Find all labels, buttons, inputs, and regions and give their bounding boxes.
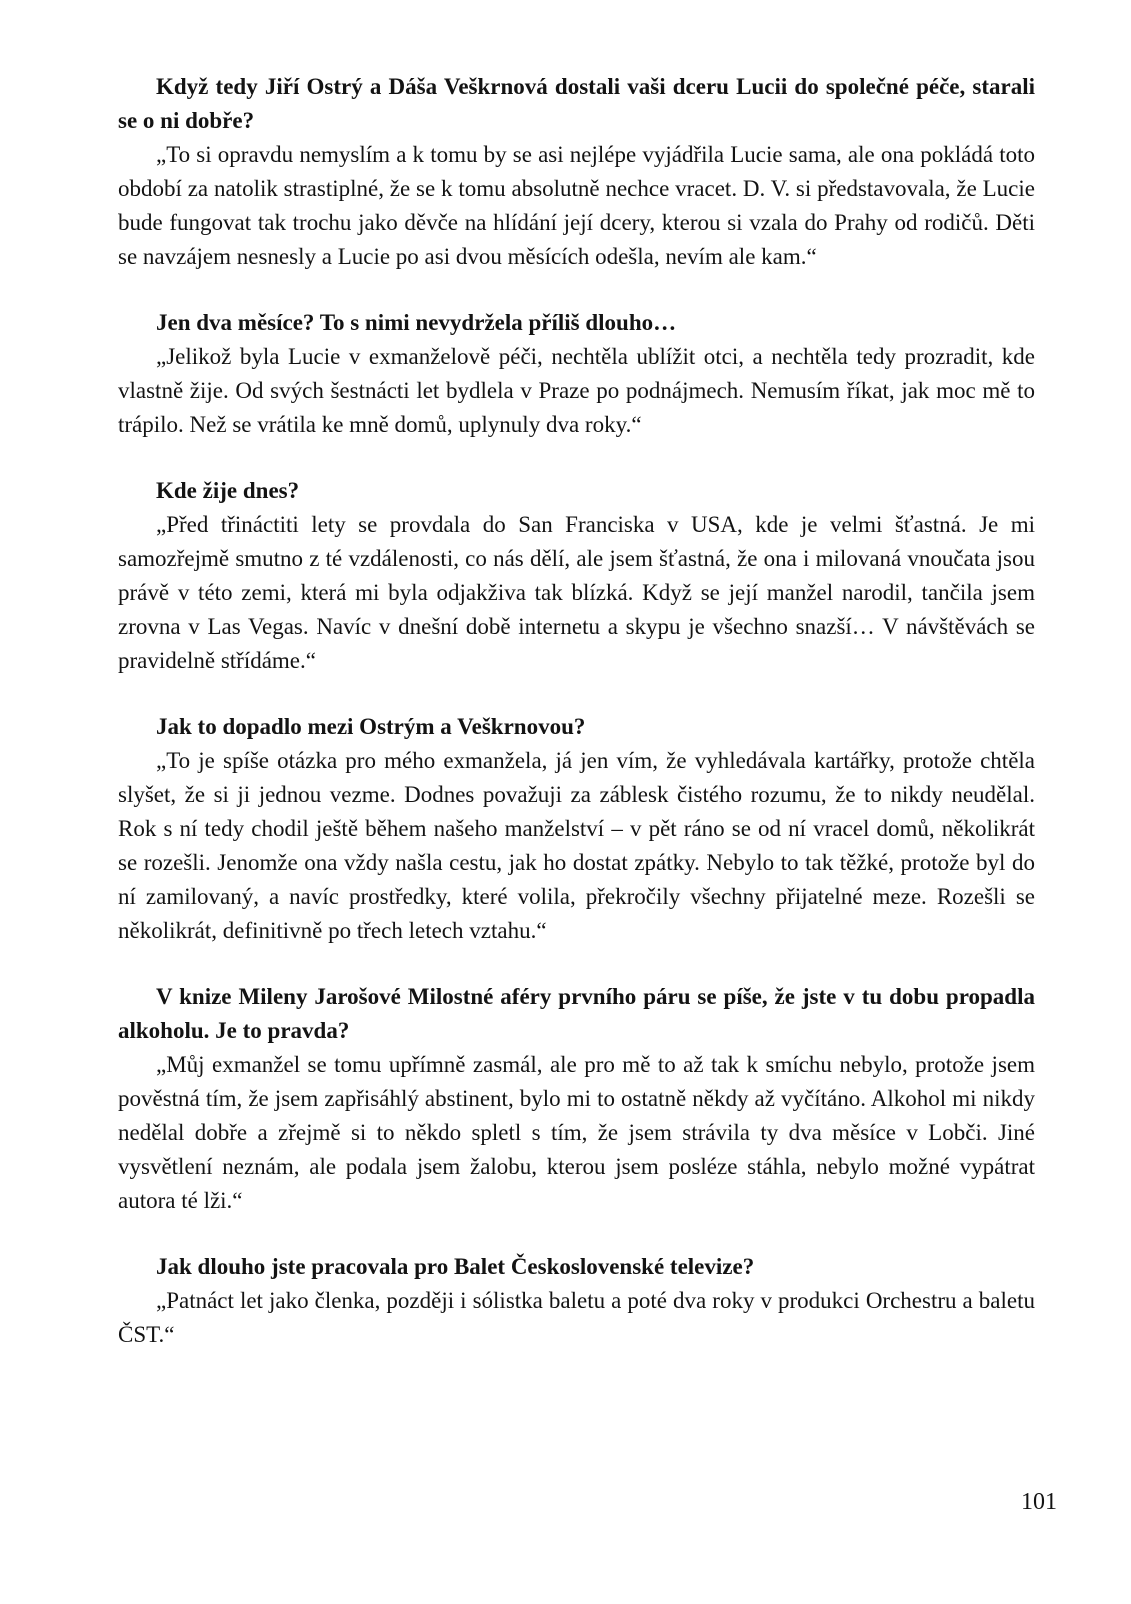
- interview-section: [118, 474, 1035, 678]
- interview-section: [118, 70, 1035, 274]
- interview-answer: „Patnáct let jako členka, později i sólistka baletu a poté dva roky v produkci Orchestru a baletu ČST.“: [118, 1288, 1035, 1347]
- page-number: 101: [1021, 1489, 1057, 1515]
- interview-question: Kde žije dnes?: [156, 478, 300, 503]
- interview-text: [118, 70, 1035, 1352]
- interview-section: [118, 710, 1035, 948]
- interview-question: Jak to dopadlo mezi Ostrým a Veškrnovou?: [156, 714, 586, 739]
- interview-question: Jen dva měsíce? To s nimi nevydržela příliš dlouho…: [156, 310, 677, 335]
- interview-answer: „Můj exmanžel se tomu upřímně zasmál, ale pro mě to až tak k smíchu nebylo, protože jsem pověstná tím, že jsem zapřisáhlý abstinent, bylo mi to ostatně někdy až vyčítáno. Alkohol mi nikdy nedělal dobře a zřejmě si to někdo spletl s tím, že jsem strávila ty dva měsíce v Lobči. Jiné vysvětlení neznám, ale podala jsem žalobu, kterou jsem posléze stáhla, nebylo možné vypátrat autora té lži.“: [118, 1052, 1035, 1213]
- interview-answer: „Jelikož byla Lucie v exmanželově péči, nechtěla ublížit otci, a nechtěla tedy prozradit, kde vlastně žije. Od svých šestnácti let bydlela v Praze po podnájmech. Nemusím říkat, jak moc mě to trápilo. Než se vrátila ke mně domů, uplynuly dva roky.“: [118, 344, 1035, 437]
- interview-section: [118, 980, 1035, 1218]
- interview-section: [118, 1250, 1035, 1352]
- interview-section: [118, 306, 1035, 442]
- interview-question: Jak dlouho jste pracovala pro Balet Československé televize?: [156, 1254, 755, 1279]
- interview-question: Když tedy Jiří Ostrý a Dáša Veškrnová dostali vaši dceru Lucii do společné péče, starali se o ni dobře?: [118, 74, 1035, 133]
- interview-question: V knize Mileny Jarošové Milostné aféry prvního páru se píše, že jste v tu dobu propadla alkoholu. Je to pravda?: [118, 984, 1035, 1043]
- interview-answer: „To je spíše otázka pro mého exmanžela, já jen vím, že vyhledávala kartářky, protože chtěla slyšet, že si ji jednou vezme. Dodnes považuji za záblesk čistého rozumu, že to nikdy neudělal. Rok s ní tedy chodil ještě během našeho manželství – v pět ráno se od ní vracel domů, několikrát se rozešli. Jenomže ona vždy našla cestu, jak ho dostat zpátky. Nebylo to tak těžké, protože byl do ní zamilovaný, a navíc prostředky, které volila, překročily všechny přijatelné meze. Rozešli se několikrát, definitivně po třech letech vztahu.“: [118, 748, 1035, 943]
- interview-answer: „Před třináctiti lety se provdala do San Franciska v USA, kde je velmi šťastná. Je mi samozřejmě smutno z té vzdálenosti, co nás dělí, ale jsem šťastná, že ona i milovaná vnoučata jsou právě v této zemi, která mi byla odjakživa tak blízká. Když se její manžel narodil, tančila jsem zrovna v Las Vegas. Navíc v dnešní době internetu a skypu je všechno snazší… V návštěvách se pravidelně střídáme.“: [118, 512, 1035, 673]
- interview-answer: „To si opravdu nemyslím a k tomu by se asi nejlépe vyjádřila Lucie sama, ale ona pokládá toto období za natolik strastiplné, že se k tomu absolutně nechce vracet. D. V. si představovala, že Lucie bude fungovat tak trochu jako děvče na hlídání její dcery, kterou si vzala do Prahy od rodičů. Děti se navzájem nesnesly a Lucie po asi dvou měsících odešla, nevím ale kam.“: [118, 142, 1035, 269]
